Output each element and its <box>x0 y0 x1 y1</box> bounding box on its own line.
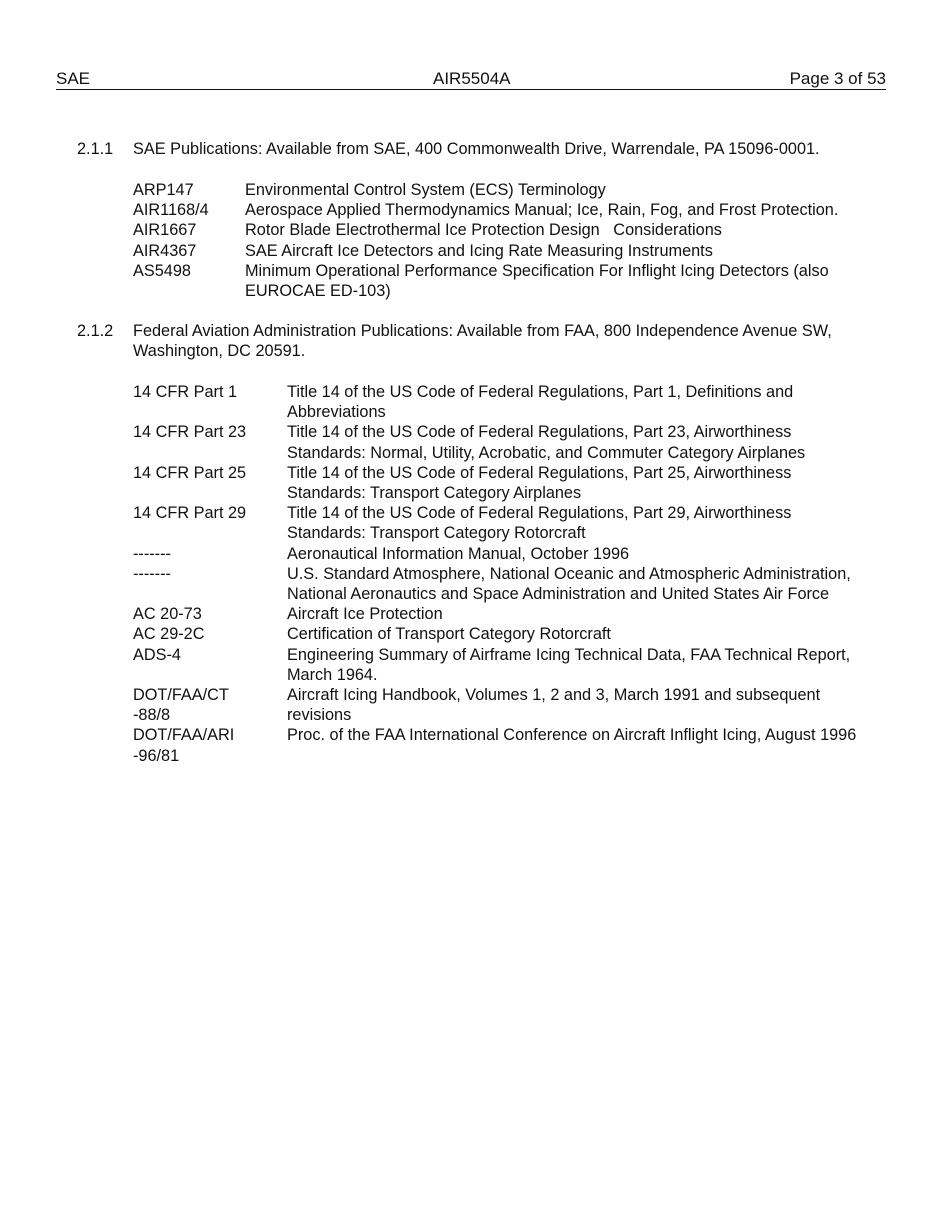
publication-title: Title 14 of the US Code of Federal Regulations, Part 23, Airworthiness Standards: Normal, Utility, Acrobatic, and Commuter Category Airplanes <box>287 423 806 462</box>
publication-title: Aeronautical Information Manual, October 1996 <box>287 544 630 563</box>
publication-code: ------- <box>133 544 171 563</box>
section-number-2-1-1: 2.1.1 <box>77 140 114 158</box>
section-heading-2-1-1: SAE Publications: Available from SAE, 400 Commonwealth Drive, Warrendale, PA 15096-0001. <box>133 140 820 158</box>
publication-code: AC 20-73 <box>133 605 202 624</box>
publication-title: Certification of Transport Category Rotorcraft <box>287 625 611 644</box>
section-number-2-1-2: 2.1.2 <box>77 322 114 340</box>
publication-code: DOT/FAA/ARI -96/81 <box>133 726 235 765</box>
list-item <box>133 180 883 200</box>
list-item <box>133 220 883 240</box>
list-item <box>133 685 883 725</box>
publication-code: AS5498 <box>133 261 191 280</box>
publication-title: Title 14 of the US Code of Federal Regulations, Part 1, Definitions and Abbreviations <box>287 383 794 422</box>
list-item <box>133 624 883 644</box>
list-item <box>133 382 883 422</box>
publication-title: Aircraft Ice Protection <box>287 605 443 624</box>
publication-code: AIR1168/4 <box>133 201 209 220</box>
publication-title: Title 14 of the US Code of Federal Regulations, Part 29, Airworthiness Standards: Transport Category Rotorcraft <box>287 504 792 543</box>
publication-title: SAE Aircraft Ice Detectors and Icing Rate Measuring Instruments <box>245 241 713 260</box>
publication-title: Aerospace Applied Thermodynamics Manual; Ice, Rain, Fog, and Frost Protection. <box>245 201 839 220</box>
publication-title: U.S. Standard Atmosphere, National Oceanic and Atmospheric Administration, National Aeronautics and Space Administration and United States Air Force <box>287 564 851 604</box>
publication-code: 14 CFR Part 25 <box>133 463 247 482</box>
list-item <box>133 604 883 624</box>
publication-code: 14 CFR Part 1 <box>133 383 238 401</box>
publication-code: AC 29-2C <box>133 625 205 644</box>
publication-code: DOT/FAA/CT -88/8 <box>133 686 229 725</box>
sae-publications-list <box>133 180 883 301</box>
list-item <box>133 544 883 564</box>
publication-code: 14 CFR Part 29 <box>133 504 247 523</box>
publication-title: Rotor Blade Electrothermal Ice Protection Design Considerations <box>245 221 722 240</box>
list-item <box>133 261 883 301</box>
publication-title: Environmental Control System (ECS) Terminology <box>245 181 606 199</box>
list-item <box>133 564 883 604</box>
publication-code: ARP147 <box>133 181 194 199</box>
list-item <box>133 422 883 462</box>
publication-code: AIR4367 <box>133 241 197 260</box>
list-item <box>133 241 883 261</box>
publication-code: ADS-4 <box>133 645 181 664</box>
list-item <box>133 725 883 765</box>
publication-title: Engineering Summary of Airframe Icing Technical Data, FAA Technical Report, March 1964. <box>287 645 851 684</box>
header-doc-id: AIR5504A <box>433 69 511 88</box>
publication-title: Minimum Operational Performance Specification For Inflight Icing Detectors (also EUROCAE ED-103) <box>245 261 829 301</box>
list-item <box>133 200 883 220</box>
publication-code: ------- <box>133 564 171 583</box>
list-item <box>133 645 883 685</box>
page-header <box>56 69 886 90</box>
publication-title: Proc. of the FAA International Conference on Aircraft Inflight Icing, August 1996 <box>287 726 857 745</box>
faa-publications-list <box>133 382 883 766</box>
publication-title: Title 14 of the US Code of Federal Regulations, Part 25, Airworthiness Standards: Transport Category Airplanes <box>287 463 792 503</box>
header-page-number: Page 3 of 53 <box>789 69 886 88</box>
section-heading-2-1-2: Federal Aviation Administration Publications: Available from FAA, 800 Independence Avenue SW, Washington, DC 20591. <box>133 322 832 361</box>
list-item <box>133 503 883 543</box>
list-item <box>133 463 883 503</box>
header-org: SAE <box>56 69 91 88</box>
publication-code: AIR1667 <box>133 221 197 240</box>
publication-title: Aircraft Icing Handbook, Volumes 1, 2 and 3, March 1991 and subsequent revisions <box>287 686 821 725</box>
publication-code: 14 CFR Part 23 <box>133 423 247 442</box>
